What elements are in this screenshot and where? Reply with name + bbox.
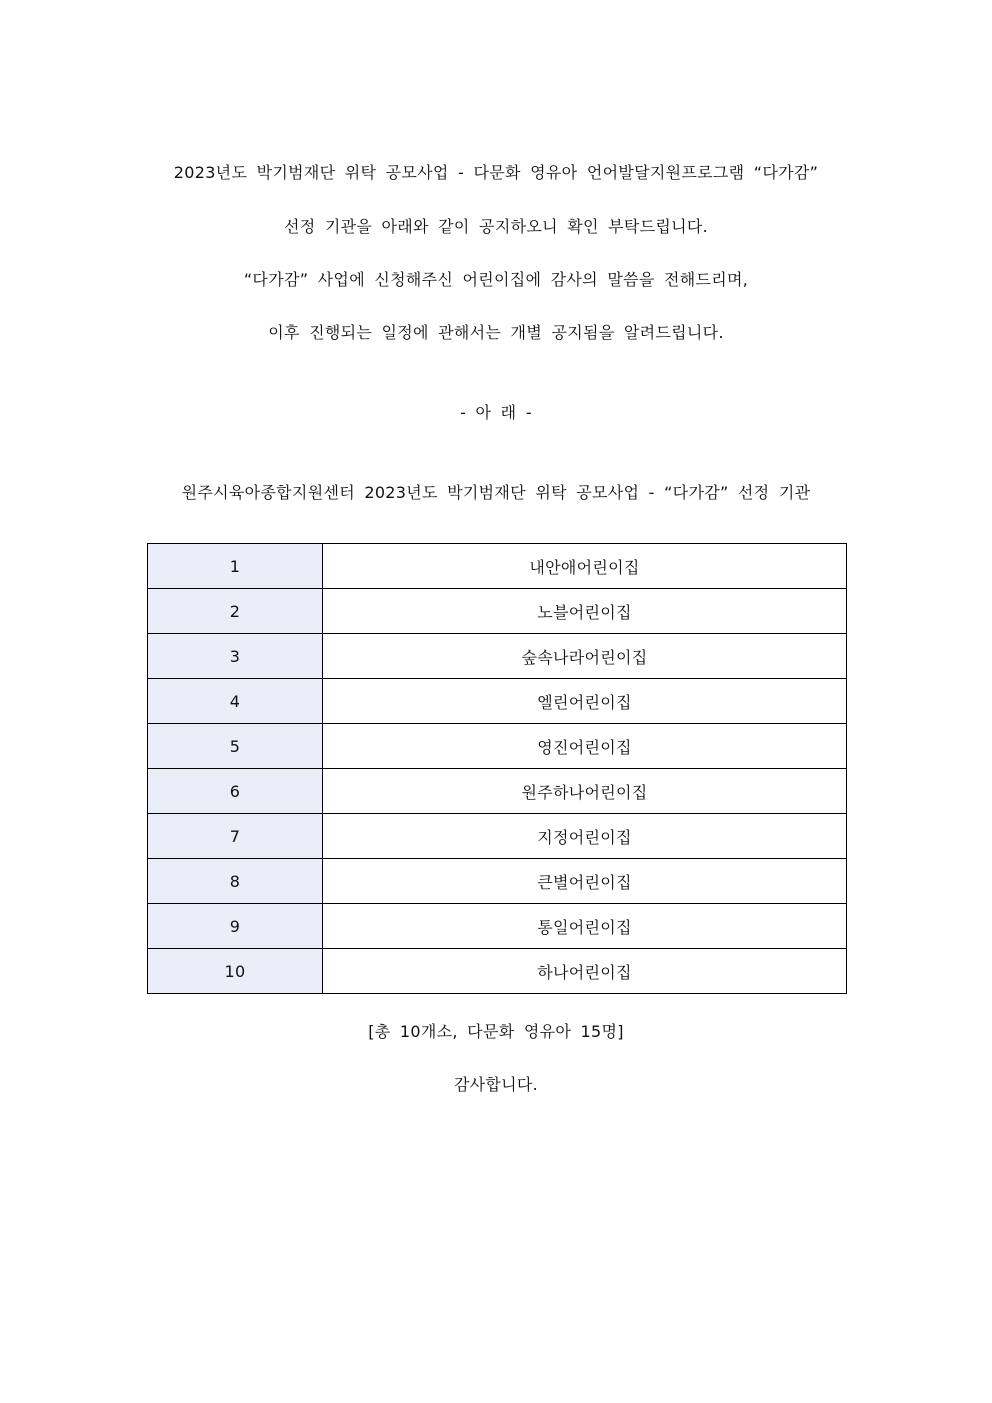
table-row (148, 904, 847, 949)
institution-name: 통일어린이집 (323, 904, 847, 949)
selected-institutions-table (147, 543, 847, 994)
row-number: 4 (148, 679, 323, 724)
row-number: 6 (148, 769, 323, 814)
row-number: 2 (148, 589, 323, 634)
table-row (148, 724, 847, 769)
institution-name: 지정어린이집 (323, 814, 847, 859)
institution-name: 내안애어린이집 (323, 544, 847, 589)
row-number: 9 (148, 904, 323, 949)
notice-line-4: 이후 진행되는 일정에 관해서는 개별 공지됨을 알려드립니다. (268, 323, 724, 342)
notice-line-3: “다가감” 사업에 신청해주신 어린이집에 감사의 말씀을 전해드리며, (243, 270, 749, 289)
row-number: 5 (148, 724, 323, 769)
row-number: 1 (148, 544, 323, 589)
institution-name: 숲속나라어린이집 (323, 634, 847, 679)
table-row (148, 679, 847, 724)
row-number: 8 (148, 859, 323, 904)
institution-name: 노블어린이집 (323, 589, 847, 634)
institution-name: 엘린어린이집 (323, 679, 847, 724)
table-row (148, 634, 847, 679)
table-row (148, 949, 847, 994)
notice-line-2: 선정 기관을 아래와 같이 공지하오니 확인 부탁드립니다. (283, 217, 709, 236)
table-row (148, 769, 847, 814)
row-number: 3 (148, 634, 323, 679)
list-title: 원주시육아종합지원센터 2023년도 박기범재단 위탁 공모사업 - “다가감” 선정 기관 (181, 483, 811, 502)
institution-name: 영진어린이집 (323, 724, 847, 769)
row-number: 7 (148, 814, 323, 859)
row-number: 10 (148, 949, 323, 994)
institution-name: 하나어린이집 (323, 949, 847, 994)
institution-name: 원주하나어린이집 (323, 769, 847, 814)
table-row (148, 544, 847, 589)
notice-line-1: 2023년도 박기범재단 위탁 공모사업 - 다문화 영유아 언어발달지원프로그램 “다가감” (173, 163, 819, 182)
table-row (148, 859, 847, 904)
table-row (148, 589, 847, 634)
section-marker: - 아 래 - (460, 403, 532, 422)
closing-text: 감사합니다. (453, 1075, 539, 1094)
institution-name: 큰별어린이집 (323, 859, 847, 904)
table-row (148, 814, 847, 859)
summary-text: [총 10개소, 다문화 영유아 15명] (368, 1022, 624, 1041)
